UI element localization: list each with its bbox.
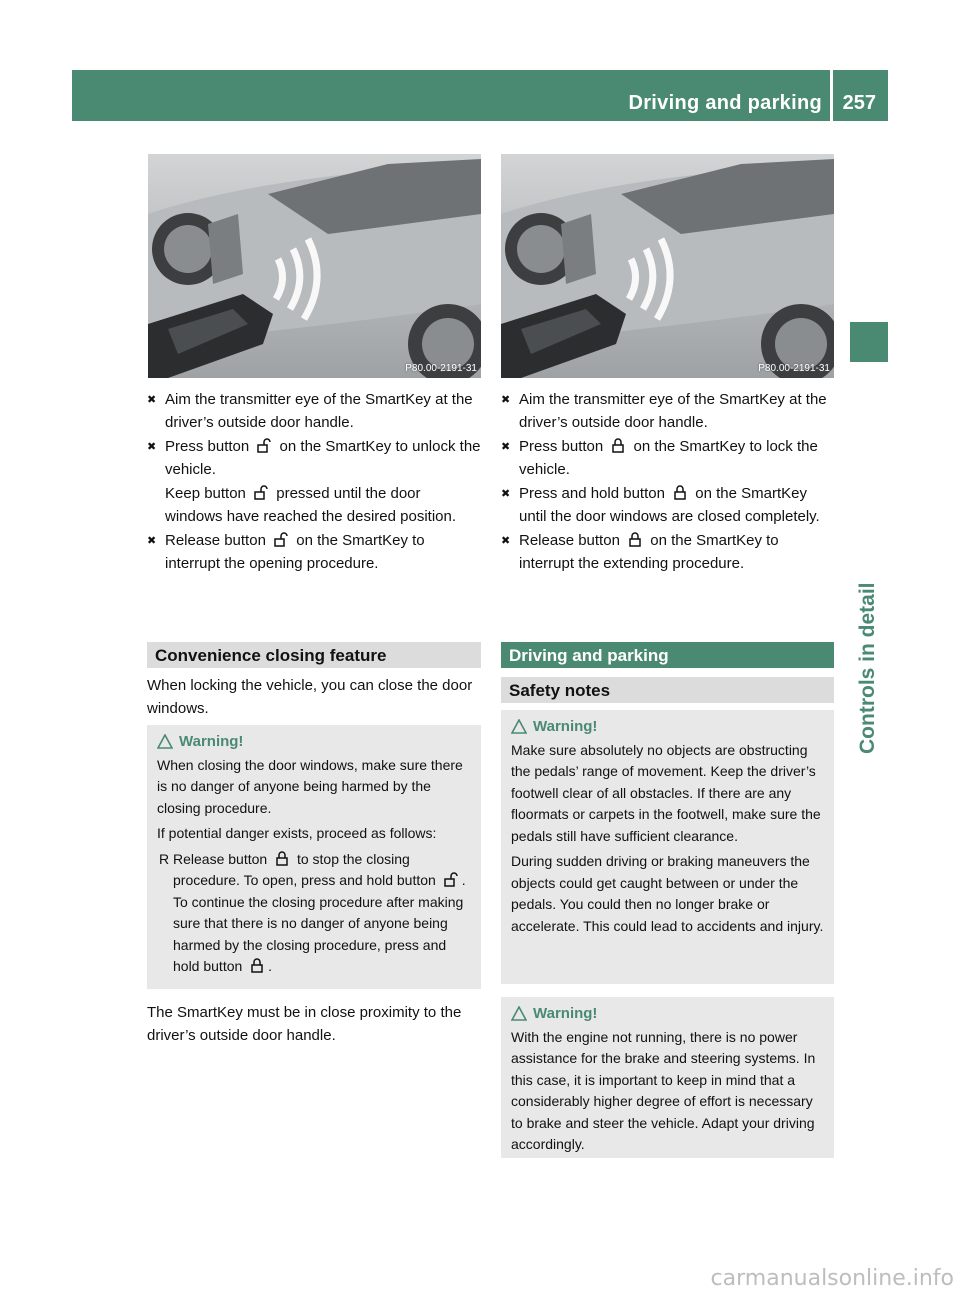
step-item (147, 530, 481, 575)
step-marker-icon: ✖ (501, 394, 511, 406)
convenience-intro: When locking the vehicle, you can close the door windows. (147, 677, 473, 717)
page-header (72, 70, 888, 121)
warning-icon (157, 734, 173, 749)
step-text: Keep button pressed until the door windows have reached the desired position. (165, 485, 457, 525)
warning-bullet: R Release button to stop the closing procedure. To open, press and hold button . To continue the closing procedure after making sure that there is no danger of anyone being harmed by the closing procedure, press and hold button . (159, 850, 466, 974)
step-marker-icon: ✖ (147, 394, 157, 406)
convenience-warning-box (147, 725, 481, 989)
lock-steps (501, 389, 834, 577)
section-title-driving: Driving and parking (501, 642, 834, 668)
step-text: Press button on the SmartKey to unlock the vehicle. (165, 438, 481, 478)
step-item (147, 389, 481, 434)
unlock-icon (273, 531, 289, 547)
lock-icon (672, 484, 688, 500)
step-marker-icon: ✖ (147, 535, 157, 547)
step-text: Aim the transmitter eye of the SmartKey at the driver’s outside door handle. (519, 391, 827, 431)
safety-warning-box-1 (501, 710, 834, 984)
side-tab-label: Controls in detail (856, 582, 879, 754)
watermark: carmanualsonline.info (710, 1266, 954, 1291)
warning-text: When closing the door windows, make sure there is no danger of anyone being harmed by the closing procedure. (157, 756, 463, 816)
step-item (501, 483, 834, 528)
unlock-icon (443, 871, 459, 887)
page-number: 257 (842, 92, 876, 114)
step-text: Press button on the SmartKey to lock the vehicle. (519, 438, 818, 478)
lock-icon (627, 531, 643, 547)
section-title-convenience: Convenience closing feature (147, 642, 481, 668)
warning-heading: Warning! (511, 1003, 826, 1025)
warning-icon (511, 1006, 527, 1021)
step-text: Release button on the SmartKey to interrupt the extending procedure. (519, 532, 779, 572)
step-item (501, 436, 834, 481)
smartkey-lock-photo (501, 154, 834, 378)
warning-heading: Warning! (511, 716, 826, 738)
warning-icon (511, 719, 527, 734)
unlock-steps (147, 389, 481, 577)
step-marker-icon: ✖ (501, 535, 511, 547)
step-marker-icon: ✖ (501, 488, 511, 500)
step-text: Release button on the SmartKey to interrupt the opening procedure. (165, 532, 425, 572)
step-item (147, 436, 481, 528)
convenience-closing: The SmartKey must be in close proximity to the driver’s outside door handle. (147, 1004, 462, 1044)
safety-warning-box-2 (501, 997, 834, 1158)
side-tab-marker (850, 322, 888, 362)
image-code: P80.00-2191-31 (758, 363, 830, 374)
lock-icon (610, 437, 626, 453)
bullet-marker: R (159, 850, 170, 867)
warning-heading: Warning! (157, 731, 473, 753)
section-subtitle-safety: Safety notes (501, 677, 834, 703)
lock-icon (274, 850, 290, 866)
warning-text: If potential danger exists, proceed as follows: (157, 825, 437, 841)
warning-text: Make sure absolutely no objects are obstructing the pedals’ range of movement. Keep the driver’s footwell clear of all obstacles. If there are any floormats or carpets in the footwell, make sure the pedals still have sufficient clearance. (511, 741, 821, 844)
smartkey-unlock-photo (148, 154, 481, 378)
step-item (501, 389, 834, 434)
unlock-icon (256, 437, 272, 453)
step-marker-icon: ✖ (501, 441, 511, 453)
step-text: Press and hold button on the SmartKey until the door windows are closed completely. (519, 485, 820, 525)
warning-text: With the engine not running, there is no power assistance for the brake and steering systems. In this case, it is important to keep in mind that a considerably higher degree of effort is necessary to brake and steer the vehicle. Adapt your driving accordingly. (511, 1028, 816, 1152)
step-marker-icon: ✖ (147, 441, 157, 453)
header-divider (830, 70, 833, 121)
image-code: P80.00-2191-31 (405, 363, 477, 374)
unlock-icon (253, 484, 269, 500)
lock-icon (249, 957, 265, 973)
step-item (501, 530, 834, 575)
warning-text: During sudden driving or braking maneuvers the objects could get caught between or under the pedals. You could then no longer brake or accelerate. This could lead to accidents and injury. (511, 853, 824, 934)
step-text: Aim the transmitter eye of the SmartKey at the driver’s outside door handle. (165, 391, 473, 431)
header-title: Driving and parking (628, 92, 822, 114)
